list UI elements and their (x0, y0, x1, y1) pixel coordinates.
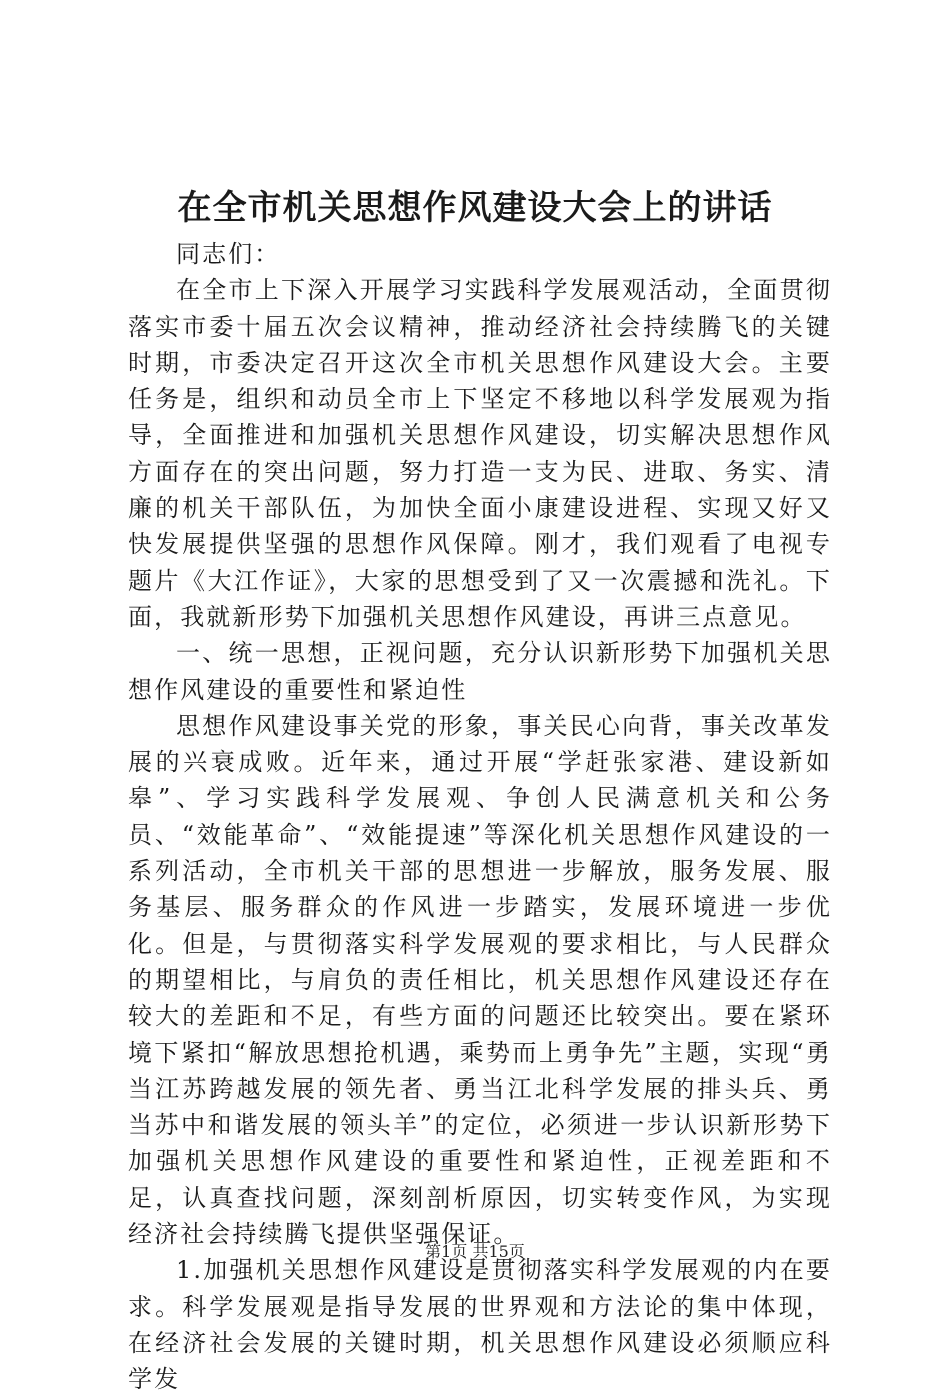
document-title: 在全市机关思想作风建设大会上的讲话 (177, 188, 773, 228)
paragraph-point-1: 1.加强机关思想作风建设是贯彻落实科学发展观的内在要求。科学发展观是指导发展的世界观和方法论的集中体现，在经济社会发展的关键时期，机关思想作风建设必须顺应科学发 (128, 1256, 832, 1394)
section-heading-1: 一、统一思想，正视问题，充分认识新形势下加强机关思想作风建设的重要性和紧迫性 (128, 639, 832, 704)
salutation: 同志们： (176, 240, 281, 268)
paragraph-section-1: 思想作风建设事关党的形象，事关民心向背，事关改革发展的兴衰成败。近年来，通过开展“学赶张家港、建设新如皋”、学习实践科学发展观、争创人民满意机关和公务员、“效能革命”、“效能提速”等深化机关思想作风建设的一系列活动，全市机关干部的思想进一步解放，服务发展、服务基层、服务群众的作风进一步踏实，发展环境进一步优化。但是，与贯彻落实科学发展观的要求相比，与人民群众的期望相比，与肩负的责任相比，机关思想作风建设还存在较大的差距和不足，有些方面的问题还比较突出。要在紧环境下紧扣“解放思想抢机遇，乘势而上勇争先”主题，实现“勇当江苏跨越发展的领先者、勇当江北科学发展的排头兵、勇当苏中和谐发展的领头羊”的定位，必须进一步认识新形势下加强机关思想作风建设的重要性和紧迫性，正视差距和不足，认真查找问题，深刻剖析原因，切实转变作风，为实现经济社会持续腾飞提供坚强保证。 (128, 711, 832, 1249)
document-body (128, 236, 832, 1398)
paragraph-intro: 在全市上下深入开展学习实践科学发展观活动，全面贯彻落实市委十届五次会议精神，推动经济社会持续腾飞的关键时期，市委决定召开这次全市机关思想作风建设大会。主要任务是，组织和动员全市上下坚定不移地以科学发展观为指导，全面推进和加强机关思想作风建设，切实解决思想作风方面存在的突出问题，努力打造一支为民、进取、务实、清廉的机关干部队伍，为加快全面小康建设进程、实现又好又快发展提供坚强的思想作风保障。刚才，我们观看了电视专题片《大江作证》，大家的思想受到了又一次震撼和洗礼。下面，我就新形势下加强机关思想作风建设，再讲三点意见。 (128, 276, 832, 631)
page-footer: 第1页 共15页 (425, 1242, 525, 1261)
